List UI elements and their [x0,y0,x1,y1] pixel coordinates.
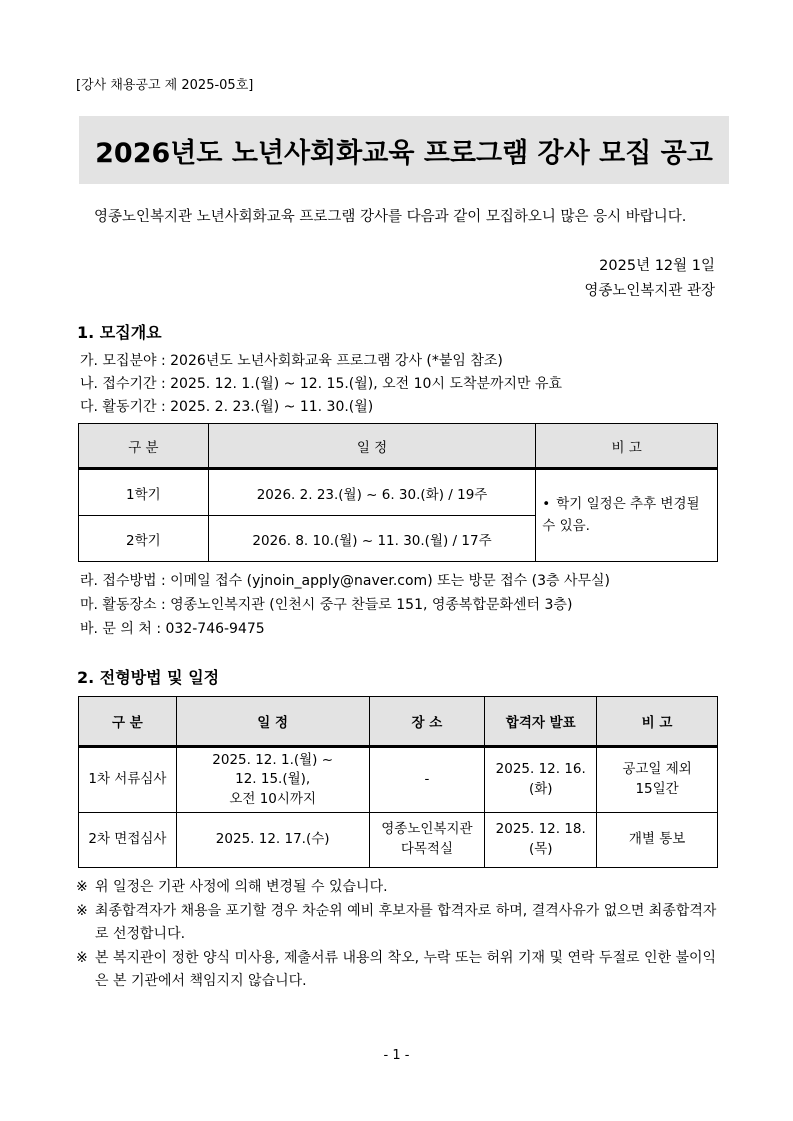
header-announce: 합격자 발표 [485,697,597,747]
reference-mark-icon: ※ [76,950,88,966]
header-category: 구 분 [79,424,209,469]
intro-text: 영종노인복지관 노년사회화교육 프로그램 강사를 다음과 같이 모집하오니 많은 응시 바랍니다. [94,209,687,225]
header-schedule: 일 정 [176,697,369,747]
note-item [76,900,721,946]
place-line: 영종노인복지관 [381,821,473,838]
selection-table [78,696,718,868]
document-title: 2026년도 노년사회화교육 프로그램 강사 모집 공고 [95,137,713,169]
note-text: 본 복지관이 정한 양식 미사용, 제출서류 내용의 착오, 누락 또는 허위 기재 및 연락 두절로 인한 불이익은 본 기관에서 책임지지 않습니다. [95,950,717,989]
semester-table [78,423,718,562]
header-remark: 비 고 [536,424,718,469]
activity-period: 다. 활동기간 : 2025. 2. 23.(월) ~ 11. 30.(월) [80,399,374,415]
reference-mark-icon: ※ [76,879,88,895]
header-remark: 비 고 [597,697,718,747]
place-cell [369,813,485,868]
schedule-line: 2025. 12. 17.(수) [215,831,330,848]
stage-cell: 1차 서류심사 [79,747,177,813]
bullet-icon: • [542,495,551,512]
issuer: 영종노인복지관 관장 [584,283,715,299]
title-banner [79,116,729,184]
announce-cell: 2025. 12. 16.(화) [485,747,597,813]
header-schedule: 일 정 [208,424,535,469]
term-cell: 1학기 [79,469,209,516]
remark-text: 학기 일정은 추후 변경될 수 있음. [542,495,700,534]
schedule-line: 12. 15.(월), [235,771,311,788]
issue-date: 2025년 12월 1일 [599,258,715,274]
table-row [79,469,718,516]
note-text: 최종합격자가 채용을 포기할 경우 차순위 예비 후보자를 합격자로 하며, 결격사유가 없으면 최종합격자로 선정합니다. [95,903,717,942]
place-line: - [424,771,430,788]
remark-cell [536,469,718,562]
schedule-line: 오전 10시까지 [229,790,317,807]
remark-line: 개별 통보 [628,831,686,848]
note-item [76,947,721,993]
table-row [79,813,718,868]
schedule-cell: 2026. 8. 10.(월) ~ 11. 30.(월) / 17주 [208,516,535,562]
schedule-cell [176,813,369,868]
stage-cell: 2차 면접심사 [79,813,177,868]
application-period: 나. 접수기간 : 2025. 12. 1.(월) ~ 12. 15.(월), 오전 10시 도착분까지만 유효 [80,376,563,392]
header-place: 장 소 [369,697,485,747]
activity-place: 마. 활동장소 : 영종노인복지관 (인천시 중구 찬들로 151, 영종복합문화센터 3층) [80,597,573,613]
section2-title: 2. 전형방법 및 일정 [77,668,220,687]
place-line: 다목적실 [400,841,453,857]
remark-line: 15일간 [635,781,679,797]
header-category: 구 분 [79,697,177,747]
term-cell: 2학기 [79,516,209,562]
page-number: - 1 - [383,1048,410,1063]
schedule-cell: 2026. 2. 23.(월) ~ 6. 30.(화) / 19주 [208,469,535,516]
schedule-line: 2025. 12. 1.(월) ~ [212,751,334,768]
reference-mark-icon: ※ [76,903,88,919]
schedule-cell [176,747,369,813]
notice-number: [강사 채용공고 제 2025-05호] [76,78,254,93]
recruit-field: 가. 모집분야 : 2026년도 노년사회화교육 프로그램 강사 (*붙임 참조) [80,353,503,369]
remark-cell [597,813,718,868]
application-method: 라. 접수방법 : 이메일 접수 (yjnoin_apply@naver.com) 또는 방문 접수 (3층 사무실) [80,573,610,589]
table-row [79,747,718,813]
remark-line: 공고일 제외 [622,761,692,778]
place-cell [369,747,485,813]
section1-title: 1. 모집개요 [77,323,162,342]
note-item [76,876,721,899]
remark-cell [597,747,718,813]
announce-cell: 2025. 12. 18.(목) [485,813,597,868]
contact: 바. 문 의 처 : 032-746-9475 [80,621,265,637]
note-text: 위 일정은 기관 사정에 의해 변경될 수 있습니다. [95,879,388,895]
